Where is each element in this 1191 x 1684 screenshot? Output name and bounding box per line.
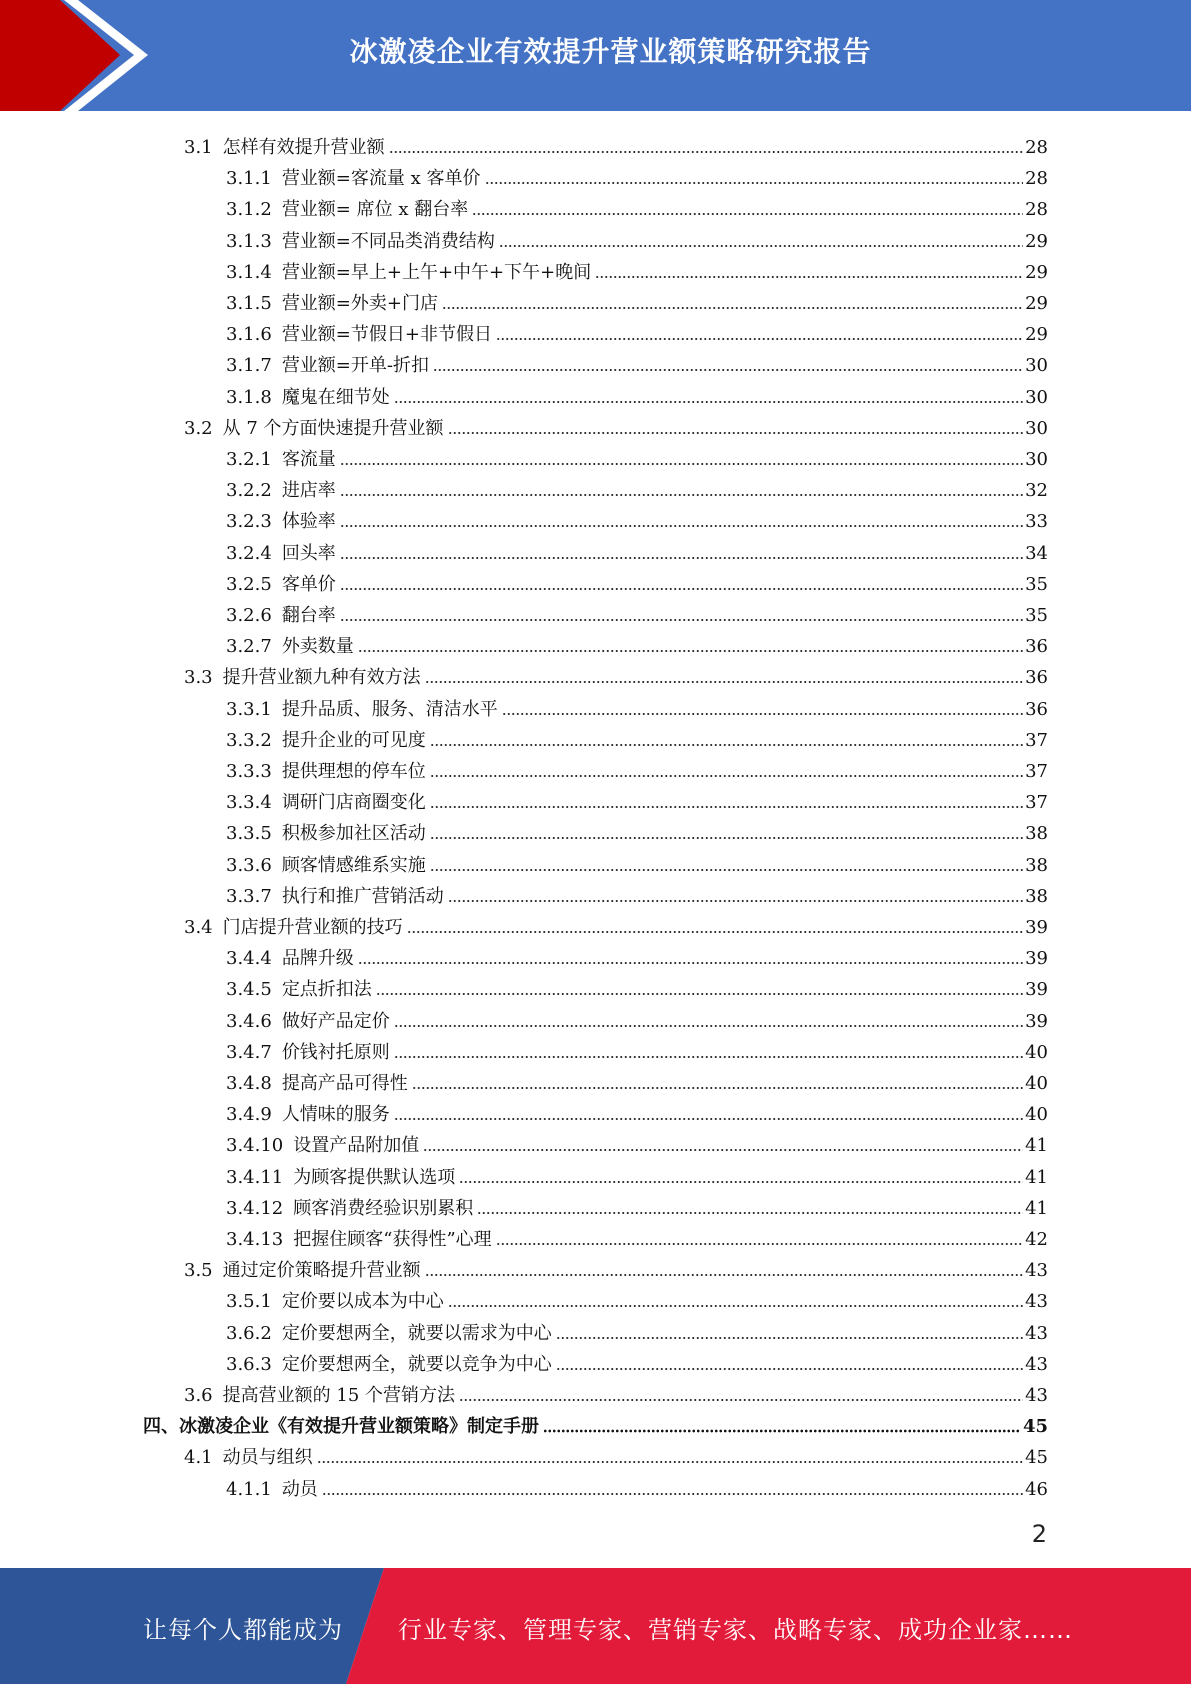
toc-dot-leader: [595, 275, 1023, 279]
toc-page-number: 41: [1025, 1135, 1048, 1156]
toc-entry-label: [184, 667, 423, 689]
toc-entry[interactable]: [226, 1033, 1048, 1064]
toc-entry-label: [226, 1011, 392, 1033]
toc-entry-label: [143, 1416, 541, 1438]
toc-entry-number: 3.6: [184, 1385, 213, 1406]
toc-entry[interactable]: [184, 409, 1048, 440]
toc-dot-leader: [340, 493, 1023, 497]
toc-entry-label: [226, 730, 428, 752]
page-number: 2: [1031, 1520, 1047, 1548]
toc-entry-title: 营业额=节假日+非节假日: [281, 324, 492, 345]
toc-entry[interactable]: [184, 1376, 1048, 1407]
toc-dot-leader: [433, 368, 1023, 372]
toc-entry-title: 通过定价策略提升营业额: [222, 1260, 421, 1281]
toc-dot-leader: [448, 899, 1023, 903]
toc-entry-title: 顾客消费经验识别累积: [293, 1198, 474, 1219]
toc-dot-leader: [448, 431, 1024, 435]
toc-page-number: 29: [1025, 231, 1048, 252]
toc-entry-label: [226, 1073, 410, 1095]
toc-entry-label: [184, 917, 405, 939]
toc-page-number: 34: [1025, 543, 1048, 564]
toc-entry-title: 进店率: [281, 480, 336, 501]
toc-entry-label: [226, 1042, 392, 1064]
toc-entry-label: [226, 1198, 475, 1220]
toc-entry-title: 执行和推广营销活动: [281, 886, 444, 907]
toc-entry[interactable]: [184, 1251, 1048, 1282]
toc-entry-label: [184, 1447, 315, 1469]
toc-page-number: 37: [1025, 792, 1048, 813]
toc-page-number: 37: [1025, 730, 1048, 751]
toc-page-number: 41: [1025, 1198, 1048, 1219]
toc-page-number: 38: [1025, 823, 1048, 844]
toc-entry-number: 3.1.8: [226, 387, 272, 408]
toc-entry-number: 3.4.10: [226, 1135, 284, 1156]
toc-entry-title: 提高营业额的 15 个营销方法: [222, 1385, 455, 1406]
toc-entry-title: 提高产品可得性: [281, 1073, 408, 1094]
toc-page-number: 45: [1025, 1447, 1048, 1468]
toc-page-number: 39: [1025, 948, 1048, 969]
toc-entry-number: 3.3.7: [226, 886, 272, 907]
toc-entry-label: [226, 1479, 320, 1501]
toc-dot-leader: [394, 1117, 1023, 1121]
toc-entry[interactable]: [226, 1158, 1048, 1189]
toc-page-number: 30: [1025, 418, 1048, 439]
toc-entry-number: 3.2: [184, 418, 213, 439]
toc-entry-number: 3.4.11: [226, 1167, 284, 1188]
toc-entry-label: [226, 823, 428, 845]
toc-entry-number: 3.4.5: [226, 979, 272, 1000]
toc-dot-leader: [358, 961, 1023, 965]
toc-entry[interactable]: [184, 658, 1048, 689]
toc-page-number: 43: [1025, 1291, 1048, 1312]
toc-entry-title: 动员与组织: [222, 1447, 313, 1468]
toc-entry-label: [184, 1260, 423, 1282]
toc-entry-number: 3.1: [184, 137, 213, 158]
toc-entry-label: [226, 511, 338, 533]
toc-dot-leader: [543, 1429, 1021, 1433]
toc-entry-label: [184, 1385, 457, 1407]
toc-entry-number: 3.3.2: [226, 730, 272, 751]
toc-entry-label: [226, 480, 338, 502]
toc-dot-leader: [485, 181, 1024, 185]
toc-dot-leader: [340, 618, 1023, 622]
toc-entry-number: 3.3.5: [226, 823, 272, 844]
toc-page-number: 30: [1025, 387, 1048, 408]
toc-entry-number: 3.1.3: [226, 231, 272, 252]
toc-entry[interactable]: [226, 721, 1048, 752]
toc-entry-number: 3.1.1: [226, 168, 272, 189]
toc-entry-title: 设置产品附加值: [293, 1135, 420, 1156]
toc-dot-leader: [394, 1055, 1023, 1059]
toc-dot-leader: [430, 836, 1023, 840]
toc-entry[interactable]: [226, 1220, 1048, 1251]
toc-entry-label: [184, 418, 446, 440]
toc-entry-label: [226, 1291, 446, 1313]
toc-entry-title: 积极参加社区活动: [281, 823, 426, 844]
toc-entry-title: 外卖数量: [281, 636, 354, 657]
toc-page-number: 28: [1025, 199, 1048, 220]
toc-entry-title: 调研门店商圈变化: [281, 792, 426, 813]
toc-dot-leader: [430, 868, 1023, 872]
toc-entry-number: 3.6.3: [226, 1354, 272, 1375]
toc-dot-leader: [394, 400, 1023, 404]
toc-page-number: 43: [1025, 1323, 1048, 1344]
toc-entry[interactable]: [226, 1189, 1048, 1220]
toc-page-number: 46: [1025, 1479, 1048, 1500]
toc-entry-title: 把握住顾客“获得性”心理: [293, 1229, 492, 1250]
toc-entry-title: 营业额=开单-折扣: [281, 355, 429, 376]
toc-entry-title: 提升营业额九种有效方法: [222, 667, 421, 688]
toc-entry-label: [226, 886, 446, 908]
toc-entry-number: 3.3.1: [226, 699, 272, 720]
toc-dot-leader: [496, 1242, 1023, 1246]
toc-entry-label: [226, 293, 440, 315]
toc-entry-label: [226, 699, 500, 721]
toc-entry-title: 提供理想的停车位: [281, 761, 426, 782]
toc-entry-title: 人情味的服务: [281, 1104, 390, 1125]
toc-page-number: 39: [1025, 1011, 1048, 1032]
footer-slogan-left: 让每个人都能成为: [143, 1616, 343, 1644]
toc-entry-number: 3.4.7: [226, 1042, 272, 1063]
toc-entry[interactable]: [226, 1126, 1048, 1157]
toc-entry-number: 3.4.9: [226, 1104, 272, 1125]
toc-entry-title: 做好产品定价: [281, 1011, 390, 1032]
toc-entry[interactable]: [226, 846, 1048, 877]
toc-entry[interactable]: [226, 877, 1048, 908]
toc-dot-leader: [459, 1398, 1023, 1402]
toc-entry-title: 营业额=早上+上午+中午+下午+晚间: [281, 262, 592, 283]
toc-entry[interactable]: [226, 284, 1048, 315]
toc-entry-number: 4.1: [184, 1447, 213, 1468]
toc-entry[interactable]: [184, 1438, 1048, 1469]
toc-entry-number: 3.6.2: [226, 1323, 272, 1344]
footer-slogan-right: 行业专家、管理专家、营销专家、战略专家、成功企业家……: [398, 1616, 1073, 1644]
toc-dot-leader: [496, 337, 1023, 341]
toc-entry-label: [226, 449, 338, 471]
toc-entry-label: [226, 262, 593, 284]
toc-entry-label: [226, 761, 428, 783]
toc-entry[interactable]: [226, 939, 1048, 970]
toc-page-number: 39: [1025, 917, 1048, 938]
toc-entry[interactable]: [226, 534, 1048, 565]
toc-entry-title: 营业额=客流量 x 客单价: [281, 168, 481, 189]
toc-page-number: 38: [1025, 886, 1048, 907]
toc-entry-title: 魔鬼在细节处: [281, 387, 390, 408]
toc-entry[interactable]: [226, 190, 1048, 221]
toc-dot-leader: [340, 587, 1023, 591]
toc-entry[interactable]: [184, 908, 1048, 939]
toc-entry[interactable]: [226, 783, 1048, 814]
toc-entry[interactable]: [143, 1407, 1048, 1438]
toc-page-number: 43: [1025, 1260, 1048, 1281]
toc-entry-title: 定点折扣法: [281, 979, 372, 1000]
toc-entry[interactable]: [226, 970, 1048, 1001]
toc-dot-leader: [442, 306, 1023, 310]
toc-entry-number: 四、: [143, 1416, 179, 1437]
toc-page-number: 36: [1025, 636, 1048, 657]
toc-entry-label: [226, 1104, 392, 1126]
toc-entry-title: 定价要以成本为中心: [281, 1291, 444, 1312]
toc-entry-title: 为顾客提供默认选项: [293, 1167, 456, 1188]
toc-dot-leader: [430, 805, 1023, 809]
toc-entry-number: 3.4.8: [226, 1073, 272, 1094]
toc-entry[interactable]: [226, 159, 1048, 190]
toc-entry[interactable]: [226, 222, 1048, 253]
toc-dot-leader: [340, 524, 1023, 528]
toc-entry-title: 体验率: [281, 511, 336, 532]
toc-entry-label: [226, 948, 356, 970]
toc-page-number: 39: [1025, 979, 1048, 1000]
toc-dot-leader: [430, 743, 1023, 747]
toc-dot-leader: [394, 1024, 1023, 1028]
toc-dot-leader: [425, 1273, 1023, 1277]
toc-entry[interactable]: [226, 378, 1048, 409]
toc-entry-label: [226, 355, 431, 377]
toc-entry-number: 3.5.1: [226, 1291, 272, 1312]
toc-entry-number: 3.3.6: [226, 855, 272, 876]
toc-entry-label: [226, 199, 470, 221]
toc-entry-title: 品牌升级: [281, 948, 354, 969]
toc-entry-number: 3.3.4: [226, 792, 272, 813]
toc-dot-leader: [556, 1367, 1023, 1371]
toc-entry-label: [226, 855, 428, 877]
toc-entry-title: 营业额=外卖+门店: [281, 293, 438, 314]
toc-entry-label: [226, 1323, 554, 1345]
toc-entry[interactable]: [226, 814, 1048, 845]
toc-page-number: 28: [1025, 137, 1048, 158]
toc-dot-leader: [412, 1086, 1023, 1090]
toc-dot-leader: [502, 712, 1023, 716]
toc-entry[interactable]: [226, 471, 1048, 502]
toc-entry-number: 3.5: [184, 1260, 213, 1281]
toc-entry-title: 冰激凌企业《有效提升营业额策略》制定手册: [179, 1416, 539, 1437]
toc-entry-number: 3.1.6: [226, 324, 272, 345]
toc-page-number: 40: [1025, 1042, 1048, 1063]
toc-entry-label: [226, 231, 497, 253]
toc-entry-title: 门店提升营业额的技巧: [222, 917, 403, 938]
toc-page-number: 41: [1025, 1167, 1048, 1188]
toc-page-number: 36: [1025, 699, 1048, 720]
toc-entry-number: 3.1.5: [226, 293, 272, 314]
toc-entry[interactable]: [226, 1095, 1048, 1126]
toc-entry-title: 客流量: [281, 449, 336, 470]
toc-entry[interactable]: [226, 1470, 1048, 1501]
toc-entry-number: 3.2.3: [226, 511, 272, 532]
toc-entry[interactable]: [226, 565, 1048, 596]
toc-page-number: 40: [1025, 1073, 1048, 1094]
toc-dot-leader: [472, 212, 1023, 216]
toc-entry[interactable]: [226, 1345, 1048, 1376]
toc-entry-label: [226, 1229, 494, 1251]
toc-entry-label: [184, 137, 387, 159]
toc-entry-title: 顾客情感维系实施: [281, 855, 426, 876]
toc-entry-number: 3.4.13: [226, 1229, 284, 1250]
toc-entry[interactable]: [226, 1282, 1048, 1313]
toc-dot-leader: [407, 930, 1023, 934]
toc-entry[interactable]: [226, 315, 1048, 346]
toc-page-number: 30: [1025, 449, 1048, 470]
toc-entry-label: [226, 324, 494, 346]
toc-entry-title: 回头率: [281, 543, 336, 564]
toc-entry-number: 3.2.5: [226, 574, 272, 595]
toc-entry-number: 3.1.2: [226, 199, 272, 220]
toc-page-number: 35: [1025, 574, 1048, 595]
toc-dot-leader: [317, 1460, 1023, 1464]
toc-entry-label: [226, 168, 483, 190]
toc-entry-title: 动员: [281, 1479, 318, 1500]
toc-entry-title: 从 7 个方面快速提升营业额: [222, 418, 444, 439]
toc-page-number: 43: [1025, 1385, 1048, 1406]
toc-page-number: 37: [1025, 761, 1048, 782]
toc-entry-label: [226, 636, 356, 658]
toc-entry-label: [226, 979, 374, 1001]
toc-entry-title: 提升企业的可见度: [281, 730, 426, 751]
toc-entry[interactable]: [226, 346, 1048, 377]
toc-page-number: 29: [1025, 262, 1048, 283]
toc-entry-number: 4.1.1: [226, 1479, 272, 1500]
toc-dot-leader: [448, 1304, 1023, 1308]
toc-entry-label: [226, 543, 338, 565]
toc-entry-number: 3.1.7: [226, 355, 272, 376]
page-header: [0, 0, 1191, 111]
toc-page-number: 28: [1025, 168, 1048, 189]
toc-entry-number: 3.3.3: [226, 761, 272, 782]
toc-entry[interactable]: [226, 752, 1048, 783]
toc-entry-title: 营业额= 席位 x 翻台率: [281, 199, 469, 220]
toc-entry-label: [226, 1354, 554, 1376]
toc-entry-label: [226, 792, 428, 814]
toc-entry[interactable]: [226, 690, 1048, 721]
toc-entry-number: 3.4.4: [226, 948, 272, 969]
toc-dot-leader: [358, 649, 1023, 653]
toc-page-number: 33: [1025, 511, 1048, 532]
toc-entry-number: 3.2.7: [226, 636, 272, 657]
toc-entry-number: 3.2.2: [226, 480, 272, 501]
toc-dot-leader: [459, 1180, 1023, 1184]
toc-page-number: 43: [1025, 1354, 1048, 1375]
toc-entry[interactable]: [226, 1002, 1048, 1033]
toc-entry-number: 3.2.6: [226, 605, 272, 626]
toc-entry-label: [226, 574, 338, 596]
toc-entry[interactable]: [226, 440, 1048, 471]
toc-entry-label: [226, 1167, 457, 1189]
toc-page-number: 35: [1025, 605, 1048, 626]
toc-entry-title: 怎样有效提升营业额: [222, 137, 385, 158]
toc-entry-title: 定价要想两全，就要以需求为中心: [281, 1323, 552, 1344]
toc-entry-label: [226, 387, 392, 409]
toc-dot-leader: [322, 1492, 1023, 1496]
toc-entry-label: [226, 605, 338, 627]
toc-entry-number: 3.4.6: [226, 1011, 272, 1032]
toc-entry[interactable]: [226, 1064, 1048, 1095]
toc-entry[interactable]: [226, 627, 1048, 658]
toc-entry-number: 3.1.4: [226, 262, 272, 283]
toc-page-number: 29: [1025, 324, 1048, 345]
toc-dot-leader: [556, 1336, 1023, 1340]
toc-entry-label: [226, 1135, 421, 1157]
toc-dot-leader: [389, 150, 1023, 154]
toc-page-number: 42: [1025, 1229, 1048, 1250]
toc-dot-leader: [340, 556, 1023, 560]
toc-page-number: 38: [1025, 855, 1048, 876]
toc-entry-number: 3.3: [184, 667, 213, 688]
toc-dot-leader: [425, 680, 1023, 684]
toc-entry-number: 3.2.4: [226, 543, 272, 564]
toc-entry-title: 定价要想两全，就要以竞争为中心: [281, 1354, 552, 1375]
page-footer: [0, 1568, 1191, 1684]
toc-dot-leader: [499, 244, 1023, 248]
toc-entry-number: 3.2.1: [226, 449, 272, 470]
toc-entry-title: 提升品质、服务、清洁水平: [281, 699, 498, 720]
toc-dot-leader: [477, 1211, 1023, 1215]
toc-entry-number: 3.4: [184, 917, 213, 938]
toc-dot-leader: [376, 992, 1023, 996]
toc-page-number: 29: [1025, 293, 1048, 314]
toc-page-number: 32: [1025, 480, 1048, 501]
toc-entry-number: 3.4.12: [226, 1198, 284, 1219]
toc-entry-title: 营业额=不同品类消费结构: [281, 231, 495, 252]
toc-dot-leader: [423, 1148, 1023, 1152]
document-title: 冰激凌企业有效提升营业额策略研究报告: [349, 35, 872, 68]
toc-entry-title: 价钱衬托原则: [281, 1042, 390, 1063]
toc-entry-title: 翻台率: [281, 605, 336, 626]
toc-entry[interactable]: [226, 502, 1048, 533]
toc-entry[interactable]: [184, 128, 1048, 159]
toc-page-number: 30: [1025, 355, 1048, 376]
toc-dot-leader: [430, 774, 1023, 778]
toc-dot-leader: [340, 462, 1023, 466]
toc-entry-title: 客单价: [281, 574, 336, 595]
toc-entry[interactable]: [226, 596, 1048, 627]
toc-page-number: 36: [1025, 667, 1048, 688]
toc-entry[interactable]: [226, 253, 1048, 284]
toc-page-number: 40: [1025, 1104, 1048, 1125]
toc-page-number: 45: [1022, 1416, 1048, 1437]
toc-entry[interactable]: [226, 1314, 1048, 1345]
